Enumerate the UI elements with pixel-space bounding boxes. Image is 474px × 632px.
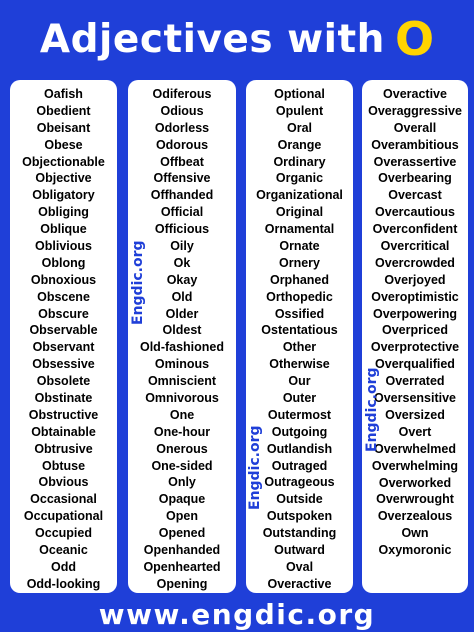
word-item: Old-fashioned [139, 340, 225, 355]
word-item: Oafish [44, 87, 83, 101]
word-item: Oversized [385, 407, 445, 422]
title-bar [0, 0, 474, 78]
footer-url: www.engdic.org [98, 597, 376, 631]
word-item: Overoptimistic [371, 289, 459, 304]
word-item: Outward [274, 543, 325, 558]
word-item: Outgoing [271, 424, 328, 439]
word-item: Oblong [41, 255, 86, 270]
word-item: Orthopedic [266, 289, 333, 304]
word-item: Odd [51, 559, 76, 574]
word-item: Original [275, 205, 324, 220]
word-item: Ornate [279, 239, 320, 254]
word-item: Openhanded [143, 543, 221, 558]
word-item: Officious [154, 222, 210, 237]
word-item: Oval [285, 559, 314, 574]
word-item: Oblivious [35, 239, 92, 254]
watermark-text: Engdic.org [130, 240, 146, 325]
word-item: Observant [32, 340, 95, 355]
word-item: Own [401, 526, 429, 541]
word-item: Overwhelmed [374, 441, 456, 456]
word-column-3 [246, 80, 353, 593]
word-item: Outraged [271, 458, 328, 473]
word-item: Obese [44, 137, 83, 152]
word-item: Overambitious [371, 137, 459, 152]
title-letter: O [394, 12, 435, 66]
word-item: Outermost [267, 407, 332, 422]
word-item: Overaggressive [368, 103, 462, 118]
watermark-text: Engdic.org [364, 367, 380, 452]
word-column-1 [10, 80, 117, 593]
word-item: Obscene [37, 289, 90, 304]
word-item: Open [166, 509, 198, 524]
word-item: Overworked [378, 475, 452, 490]
word-item: Overbearing [378, 171, 452, 186]
word-item: Ornery [279, 255, 320, 270]
word-item: Overwrought [376, 492, 454, 507]
word-item: Oxymoronic [378, 543, 452, 558]
word-item: Older [165, 306, 199, 321]
word-column-2 [128, 80, 236, 593]
word-item: One-hour [153, 424, 211, 439]
word-item: Outer [282, 391, 317, 406]
word-item: Outspoken [266, 509, 333, 524]
word-item: Outside [276, 492, 323, 507]
word-item: Orange [277, 137, 322, 152]
word-item: Objectionable [22, 154, 105, 169]
word-item: Overall [393, 120, 437, 135]
word-item: Obtainable [31, 424, 96, 439]
word-item: Old [171, 289, 193, 304]
word-item: Oldest [162, 323, 202, 338]
word-item: Oblique [40, 222, 87, 237]
word-item: Obeisant [36, 120, 91, 135]
word-item: Opened [158, 526, 206, 541]
word-item: Offhanded [150, 188, 214, 203]
word-item: Overcast [388, 188, 442, 203]
word-item: Objective [35, 171, 92, 186]
word-item: Oily [170, 239, 194, 254]
word-item: Outstanding [262, 526, 337, 541]
word-item: Overwhelming [371, 458, 459, 473]
word-item: Overqualified [375, 357, 455, 372]
word-item: Overt [398, 424, 432, 439]
word-item: Obsessive [32, 357, 95, 372]
word-item: Obliging [38, 205, 89, 220]
word-item: Obsolete [36, 374, 91, 389]
word-item: Openhearted [143, 559, 221, 574]
page-title: Adjectives with [39, 16, 385, 62]
word-item: Overcautious [375, 205, 455, 220]
word-item: Overrated [385, 374, 445, 389]
word-item: Obligatory [32, 188, 95, 203]
word-item: Opening [156, 576, 208, 591]
word-item: Outlandish [266, 441, 333, 456]
word-item: Odd-looking [26, 576, 101, 591]
word-item: Organic [275, 171, 324, 186]
word-item: Only [168, 475, 196, 490]
word-item: Overprotective [370, 340, 460, 355]
word-item: Offensive [153, 171, 211, 186]
word-item: Oceanic [39, 543, 88, 558]
word-item: Odious [160, 103, 204, 118]
word-item: Odorous [155, 137, 209, 152]
word-item: Overjoyed [384, 272, 446, 287]
word-item: Occupied [35, 526, 92, 541]
word-item: Obscure [38, 306, 89, 321]
word-item: Omniscient [147, 374, 217, 389]
word-item: Opaque [158, 492, 206, 507]
word-item: Our [288, 374, 311, 389]
word-item: Other [282, 340, 317, 355]
word-item: Omnivorous [145, 391, 219, 406]
word-item: Opulent [275, 103, 324, 118]
word-item: Overzealous [377, 509, 453, 524]
word-item: Ornamental [264, 222, 335, 237]
word-item: Occasional [30, 492, 97, 507]
word-item: Obnoxious [30, 272, 97, 287]
word-item: Overassertive [373, 154, 457, 169]
word-item: Ominous [154, 357, 210, 372]
word-item: Oversensitive [374, 391, 456, 406]
word-item: Obstructive [28, 407, 99, 422]
word-item: Obvious [38, 475, 89, 490]
word-item: Organizational [256, 188, 343, 203]
word-item: Odorless [154, 120, 210, 135]
word-item: One-sided [151, 458, 213, 473]
word-item: Otherwise [269, 357, 330, 372]
word-item: Ostentatious [261, 323, 338, 338]
word-columns [10, 80, 468, 593]
word-item: Official [160, 205, 204, 220]
word-item: Optional [274, 87, 325, 101]
word-item: Overcritical [380, 239, 450, 254]
word-item: Oral [286, 120, 312, 135]
word-item: Overpriced [381, 323, 448, 338]
word-item: Okay [166, 272, 198, 287]
word-item: Obedient [36, 103, 91, 118]
word-item: Obtuse [41, 458, 86, 473]
word-item: Overpowering [372, 306, 458, 321]
word-item: Obstinate [34, 391, 93, 406]
watermark-text: Engdic.org [247, 425, 263, 510]
word-column-4 [362, 80, 468, 593]
word-item: Ordinary [273, 154, 326, 169]
word-item: Onerous [156, 441, 208, 456]
word-item: Offbeat [160, 154, 204, 169]
word-item: Observable [29, 323, 98, 338]
word-item: Odiferous [152, 87, 212, 101]
word-item: Obtrusive [34, 441, 93, 456]
word-item: Outrageous [264, 475, 335, 490]
word-item: Orphaned [269, 272, 330, 287]
word-item: Occupational [23, 509, 104, 524]
word-item: Ok [173, 255, 191, 270]
word-item: One [169, 407, 195, 422]
word-item: Overconfident [372, 222, 458, 237]
word-item: Overactive [267, 576, 332, 591]
word-item: Ossified [274, 306, 325, 321]
word-item: Overcrowded [375, 255, 455, 270]
word-item: Overactive [383, 87, 447, 101]
